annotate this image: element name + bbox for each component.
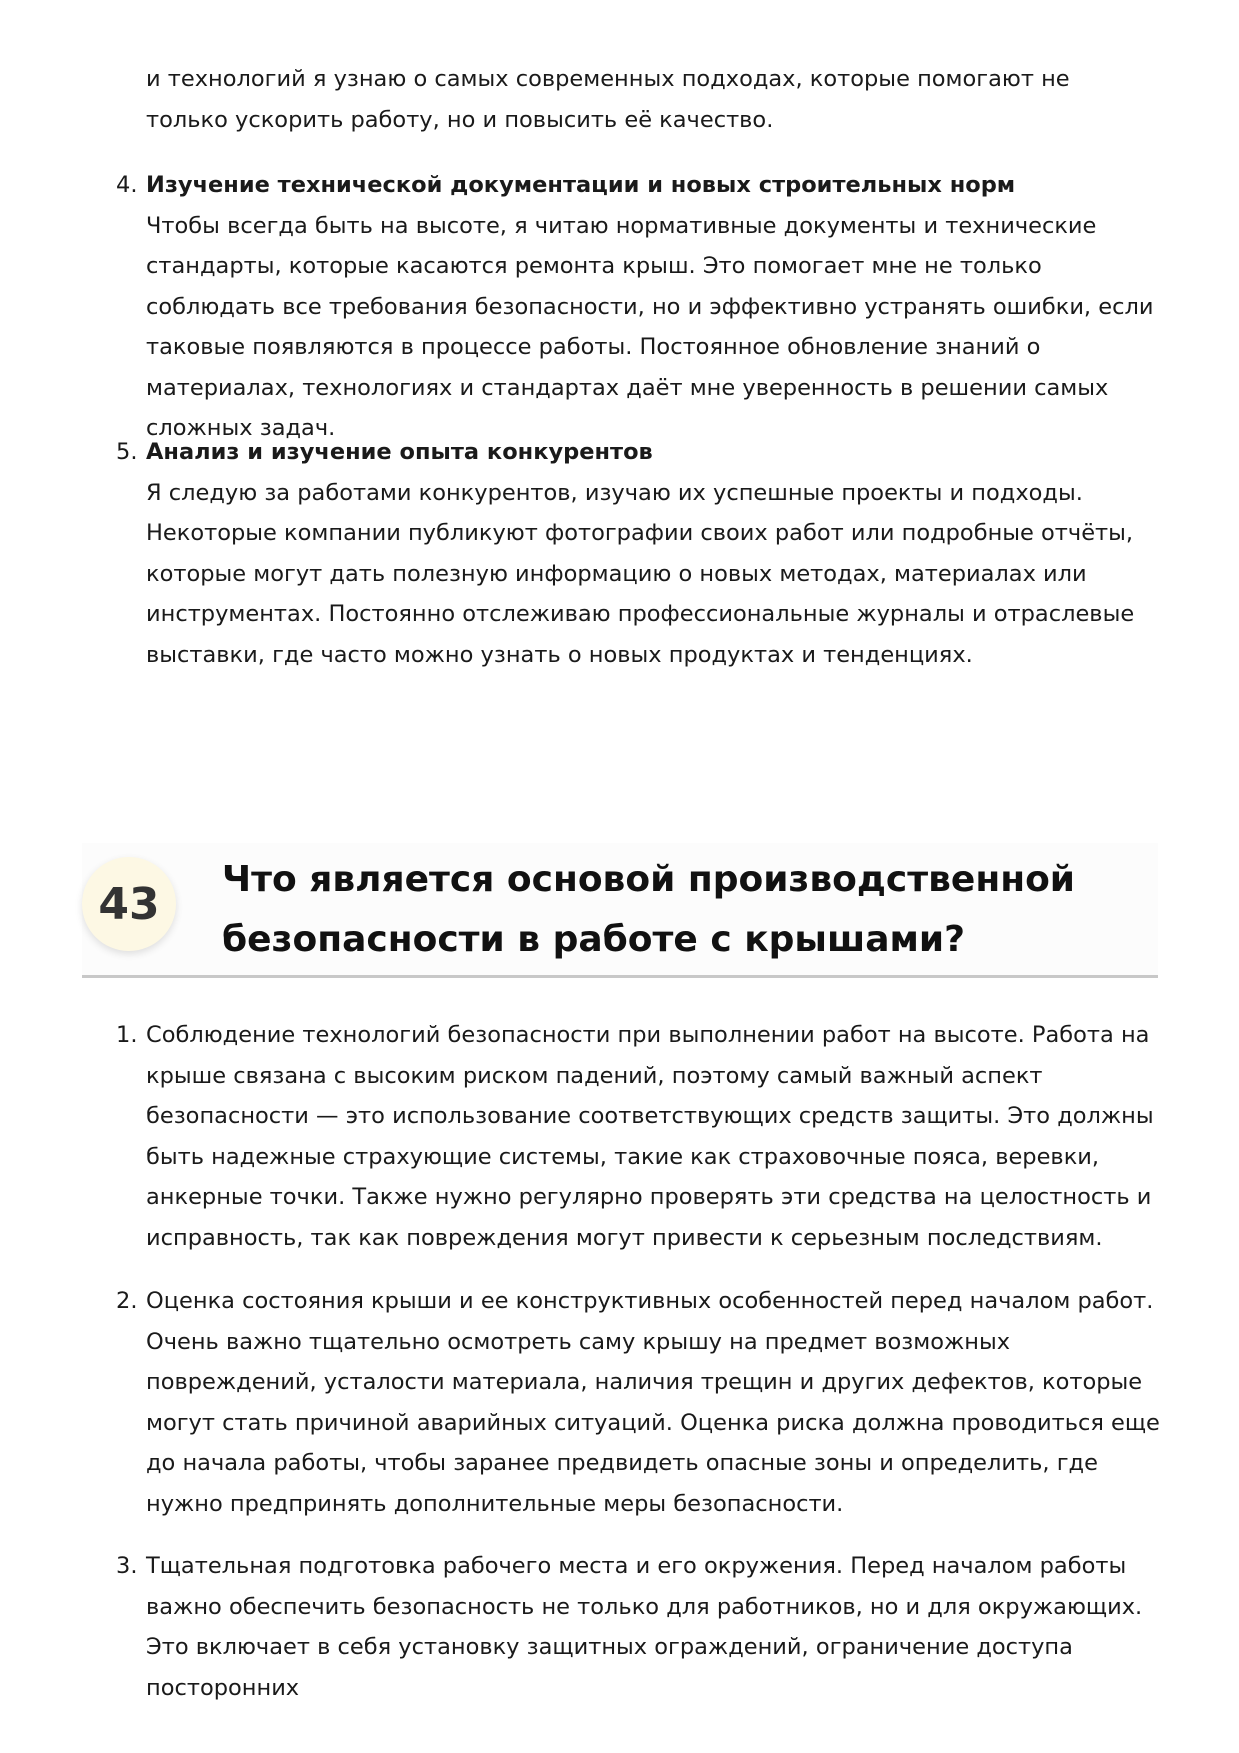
section-number-badge: 43 xyxy=(82,857,176,951)
list-item-number: 1. xyxy=(116,1022,138,1048)
list-item-title: Изучение технической документации и новых строительных норм xyxy=(146,172,1016,198)
list-item-text: Тщательная подготовка рабочего места и его окружения. Перед началом работы важно обеспечить безопасность не только для работников, но и для окружающих. Это включает в себя установку защитных ограждений, ограничение доступа посторонних xyxy=(146,1553,1143,1701)
list-item xyxy=(116,432,1161,675)
list-item-text: Чтобы всегда быть на высоте, я читаю нормативные документы и технические стандарты, которые касаются ремонта крыш. Это помогает мне не только соблюдать все требования безопасности, но и эффективно устранять ошибки, если таковые появляются в процессе работы. Постоянное обновление знаний о материалах, технологиях и стандартах даёт мне уверенность в решении самых сложных задач. xyxy=(146,212,1154,441)
list-item-title: Анализ и изучение опыта конкурентов xyxy=(146,439,653,465)
list-item-number: 2. xyxy=(116,1288,138,1314)
list-item xyxy=(116,1015,1161,1258)
list-item-number: 5. xyxy=(116,439,138,465)
list-item-text: Оценка состояния крыши и ее конструктивных особенностей перед началом работ. Очень важно тщательно осмотреть саму крышу на предмет возможных повреждений, усталости материала, наличия трещин и других дефектов, которые могут стать причиной аварийных ситуаций. Оценка риска должна проводиться еще до начала работы, чтобы заранее предвидеть опасные зоны и определить, где нужно предпринять дополнительные меры безопасности. xyxy=(146,1288,1160,1517)
list-item-number: 4. xyxy=(116,172,138,198)
list-item xyxy=(116,1546,1161,1708)
list-item xyxy=(116,1281,1161,1524)
list-item-number: 3. xyxy=(116,1553,138,1579)
list-item-text: Соблюдение технологий безопасности при выполнении работ на высоте. Работа на крыше связана с высоким риском падений, поэтому самый важный аспект безопасности — это использование соответствующих средств защиты. Это должны быть надежные страхующие системы, такие как страховочные пояса, веревки, анкерные точки. Также нужно регулярно проверять эти средства на целостность и исправность, так как повреждения могут привести к серьезным последствиям. xyxy=(146,1022,1154,1251)
intro-paragraph: и технологий я узнаю о самых современных подходах, которые помогают не только ускорить работу, но и повысить её качество. xyxy=(146,66,1070,133)
section-title: Что является основой производственной безопасности в работе с крышами? xyxy=(222,859,1076,960)
list-item-text: Я следую за работами конкурентов, изучаю их успешные проекты и подходы. Некоторые компании публикуют фотографии своих работ или подробные отчёты, которые могут дать полезную информацию о новых методах, материалах или инструментах. Постоянно отслеживаю профессиональные журналы и отраслевые выставки, где часто можно узнать о новых продуктах и тенденциях. xyxy=(146,479,1135,668)
list-item xyxy=(116,165,1161,449)
